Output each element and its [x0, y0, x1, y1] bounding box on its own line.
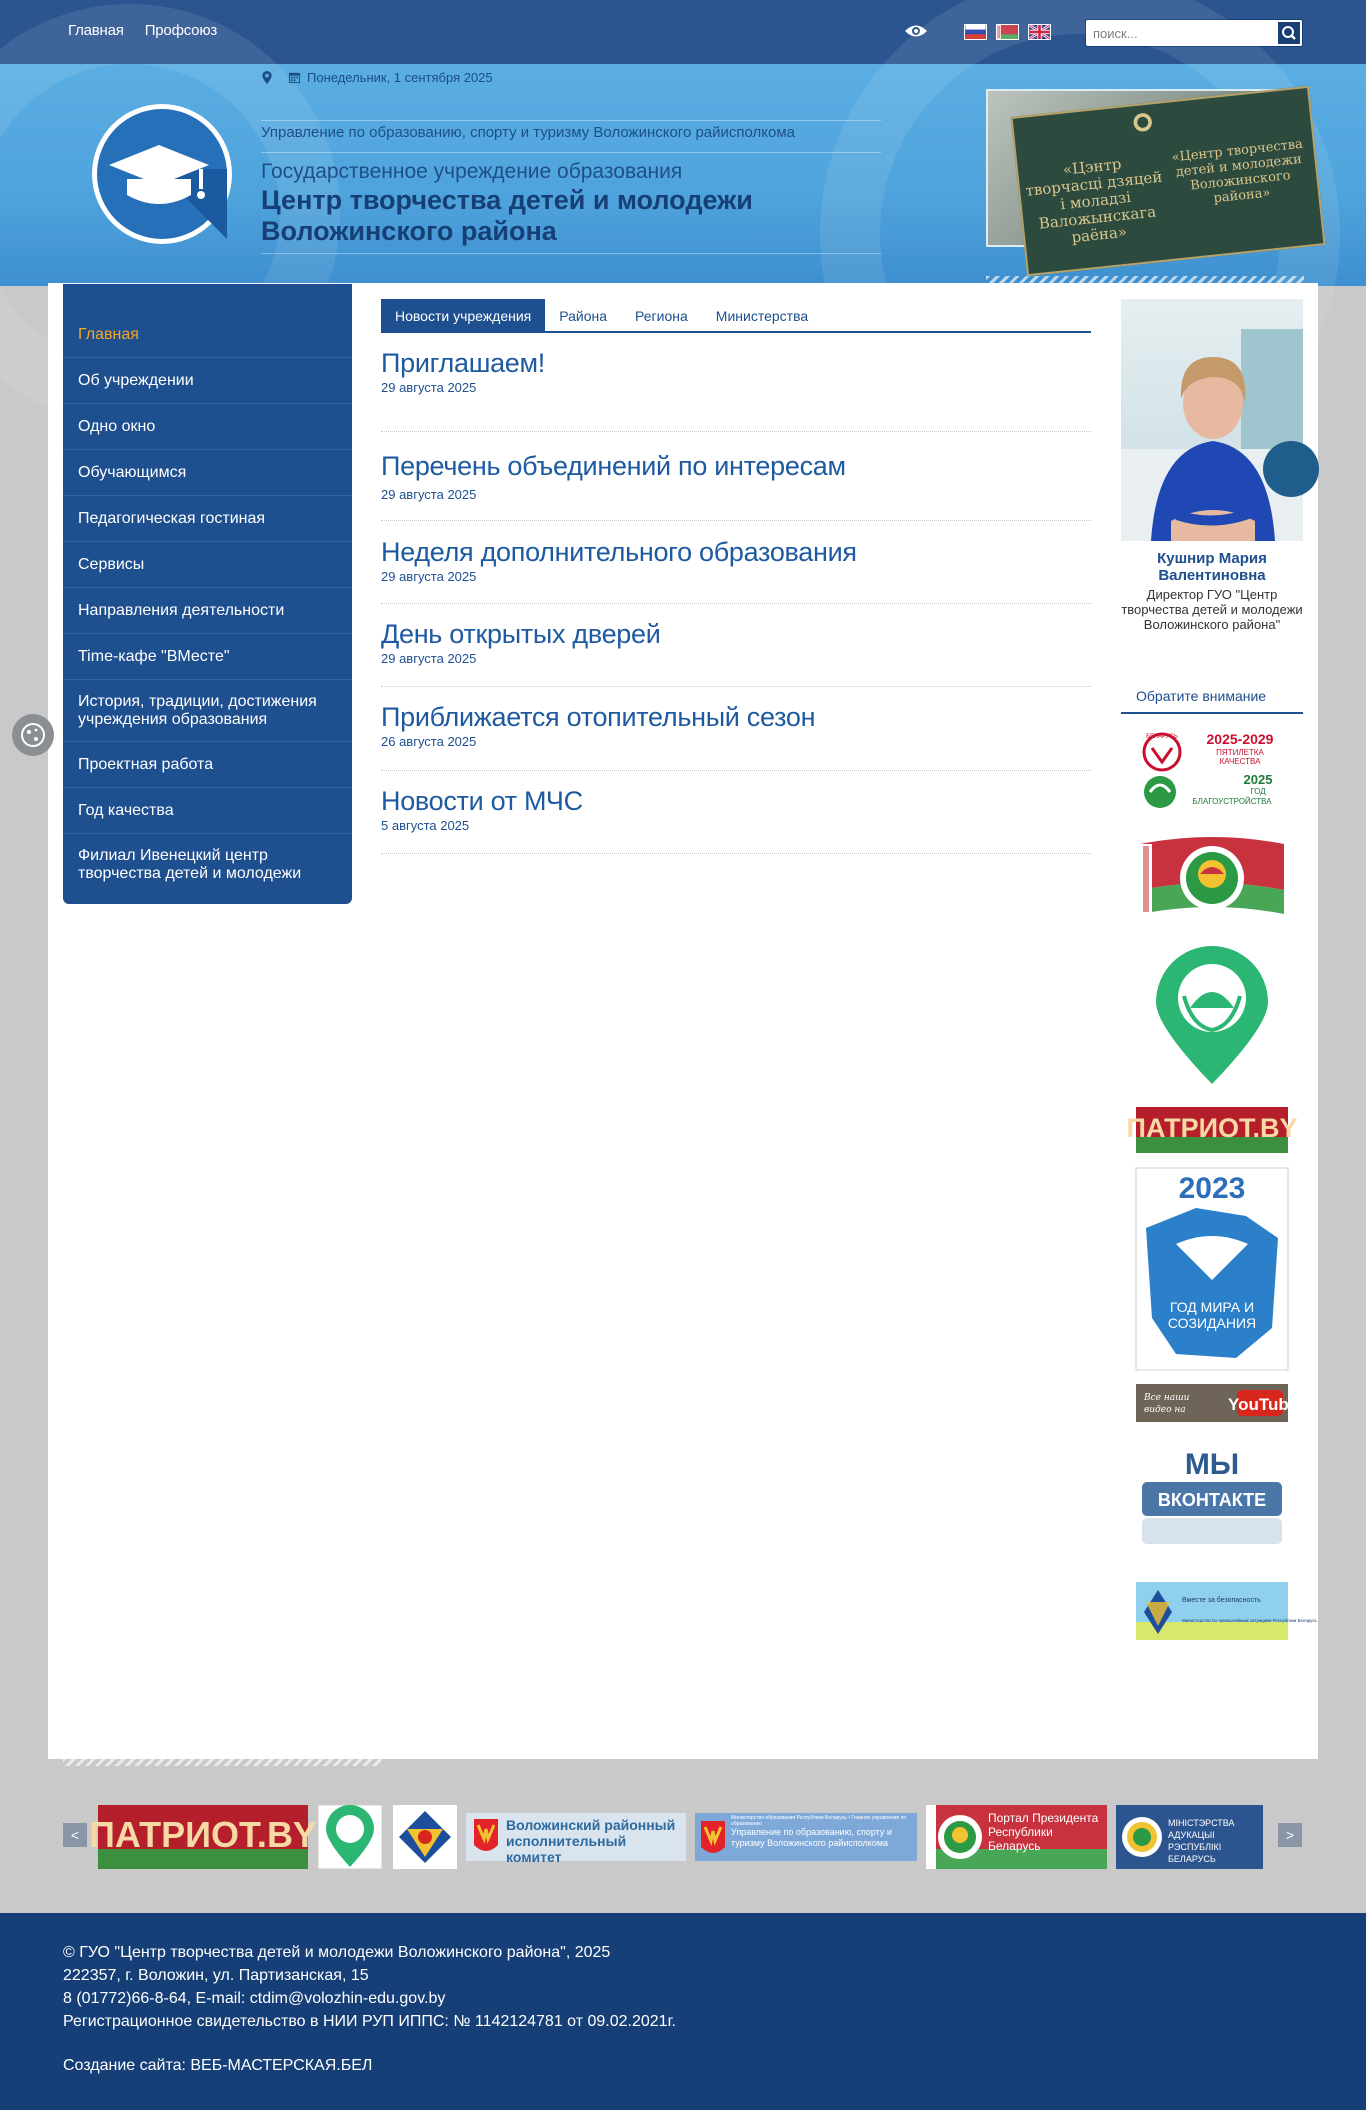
news-date: 29 августа 2025 — [381, 487, 477, 502]
header-divider — [261, 120, 881, 121]
news-title[interactable]: Приглашаем! — [381, 348, 545, 378]
banner-belarus-symbols[interactable] — [1136, 830, 1288, 926]
youtube-brand: YouTube — [1228, 1395, 1299, 1414]
sidebar-item-history[interactable]: История, традиции, достижения учреждения образования — [63, 680, 352, 742]
search-icon — [1278, 22, 1300, 44]
news-date: 29 августа 2025 — [381, 380, 477, 395]
news-item — [381, 432, 1091, 521]
green-pin-image — [1136, 946, 1288, 1086]
patriot-text: ПАТРИОТ.BY — [1126, 1113, 1298, 1143]
header-plaque-photo — [986, 89, 1304, 247]
news-title[interactable]: Неделя дополнительного образования — [381, 537, 857, 567]
carousel-president-text: Портал Президента Республики Беларусь — [988, 1811, 1099, 1853]
top-nav-home[interactable]: Главная — [68, 22, 124, 39]
news-item — [381, 771, 1091, 854]
banner-mchs[interactable] — [1136, 1582, 1317, 1640]
news-title[interactable]: День открытых дверей — [381, 619, 661, 649]
youtube-banner-image — [1136, 1384, 1299, 1422]
footer-contacts: 8 (01772)66-8-64, E-mail: ctdim@volozhin-edu.gov.by — [63, 1990, 446, 2007]
quality-badge-text: БЕЛАРУСЬ — [1146, 734, 1178, 740]
footer-registration: Регистрационное свидетельство в НИИ РУП ИППС: № 1142124781 от 09.02.2021г. — [63, 2013, 676, 2030]
news-item — [381, 521, 1091, 604]
carousel-upr-small: Министерство образования Республики Беларусь • Главное управление по образованию — [731, 1815, 907, 1827]
attention-heading: Обратите внимание — [1121, 686, 1303, 714]
carousel-slide-upr[interactable] — [695, 1805, 917, 1869]
news-tabs — [381, 299, 1091, 333]
sidebar-item-home[interactable]: Главная — [63, 312, 352, 358]
banner-quality[interactable] — [1136, 726, 1288, 814]
plaque-text-ru: «Центр творчества детей и молодежи Воложинского района» — [1170, 136, 1304, 207]
carousel-ispolkom-text: Воложинский районный исполнительный комитет — [506, 1817, 676, 1865]
news-list — [381, 346, 1091, 854]
vk-text1: МЫ — [1184, 1448, 1240, 1481]
footer-copyright: © ГУО "Центр творчества детей и молодежи Воложинского района", 2025 — [63, 1944, 611, 1961]
banner-patriot[interactable] — [1126, 1107, 1298, 1153]
sidebar-item-projects[interactable]: Проектная работа — [63, 742, 352, 788]
location-pin-icon — [262, 71, 272, 84]
banner-youtube[interactable] — [1136, 1384, 1299, 1422]
mchs-line2: Министерство по чрезвычайным ситуациям Республики Беларусь — [1182, 1618, 1317, 1623]
banner-green-pin[interactable] — [1136, 946, 1288, 1086]
quality-line1: ПЯТИЛЕТКА — [1216, 748, 1264, 757]
director-position: Директор ГУО "Центр творчества детей и молодежи Воложинского района" — [1121, 587, 1303, 632]
tab-region[interactable]: Региона — [635, 308, 688, 324]
mchs-logo — [393, 1805, 457, 1869]
news-item — [381, 604, 1091, 687]
ministry-logo — [1116, 1805, 1263, 1869]
green-pin-logo — [318, 1805, 382, 1869]
carousel-slide-patriot[interactable] — [89, 1805, 317, 1869]
carousel-slide-ministry[interactable] — [1116, 1805, 1263, 1869]
news-title[interactable]: Перечень объединений по интересам — [381, 451, 846, 481]
calendar-icon — [288, 71, 301, 84]
sidebar-menu — [63, 284, 352, 904]
carousel-upr-text: Управление по образованию, спорту и туризму Воложинского райисполкома — [731, 1827, 892, 1848]
top-nav-union[interactable]: Профсоюз — [144, 22, 218, 39]
news-date: 26 августа 2025 — [381, 734, 477, 749]
director-card — [1121, 299, 1303, 632]
news-item — [381, 687, 1091, 771]
header-institution-name: Центр творчества детей и молодежи Воложинского района — [261, 185, 753, 246]
site-footer — [0, 1913, 1366, 2110]
patriot-logo — [89, 1805, 317, 1869]
carousel-slide-green-pin[interactable] — [318, 1805, 382, 1869]
plaque-board — [1010, 86, 1325, 276]
director-photo — [1121, 299, 1303, 541]
president-portal-logo — [926, 1805, 1107, 1869]
belarus-flag-emblem-image — [1136, 830, 1288, 926]
carousel-slide-mchs[interactable] — [393, 1805, 457, 1869]
sidebar-item-activities[interactable]: Направления деятельности — [63, 588, 352, 634]
banner-vk[interactable] — [1136, 1444, 1288, 1560]
news-title[interactable]: Приближается отопительный сезон — [381, 702, 816, 732]
peace-year: 2023 — [1178, 1172, 1246, 1205]
mchs-line1: Вместе за безопасность — [1182, 1597, 1261, 1604]
carousel-ministry-text: МІНІСТЭРСТВА АДУКАЦЫІ РЭСПУБЛІКІ БЕЛАРУСЬ — [1168, 1818, 1235, 1864]
site-logo[interactable] — [92, 104, 232, 244]
patriot-banner-image — [1126, 1107, 1298, 1153]
current-date — [262, 70, 493, 85]
news-item — [381, 346, 1091, 432]
header-institution-type: Государственное учреждение образования — [261, 160, 683, 183]
upr-logo — [695, 1805, 917, 1869]
sidebar-item-branch[interactable]: Филиал Ивенецкий центр творчества детей и молодежи — [78, 847, 302, 882]
vk-text2: ВКОНТАКТЕ — [1157, 1490, 1267, 1510]
quality-line2: КАЧЕСТВА — [1219, 757, 1261, 766]
news-date: 29 августа 2025 — [381, 651, 477, 666]
sidebar-item-services[interactable]: Сервисы — [63, 542, 352, 588]
carousel-patriot-text: ПАТРИОТ.BY — [89, 1814, 317, 1855]
ispolkom-logo — [466, 1805, 686, 1869]
peace-year-image — [1136, 1168, 1288, 1370]
youtube-text1: Все наши — [1144, 1393, 1190, 1403]
date-text: Понедельник, 1 сентября 2025 — [307, 70, 493, 85]
decor-stripes — [63, 1758, 381, 1766]
director-name: Кушнир Мария Валентиновна — [1157, 550, 1267, 584]
header-divider — [261, 152, 881, 153]
partners-carousel — [63, 1805, 1303, 1869]
carousel-slide-president[interactable] — [926, 1805, 1107, 1869]
cookie-settings-button[interactable] — [12, 714, 54, 756]
sidebar-item-teachers-lounge[interactable]: Педагогическая гостиная — [63, 496, 352, 542]
footer-credit-link[interactable]: Создание сайта: ВЕБ-МАСТЕРСКАЯ.БЕЛ — [63, 2057, 373, 2074]
sidebar-item-students[interactable]: Обучающимся — [63, 450, 352, 496]
plaque-text-by: «Цэнтр творчасці дзяцей і моладзі Валожынскага раёна» — [1024, 154, 1164, 247]
banner-peace-year[interactable] — [1136, 1168, 1288, 1370]
cookie-icon — [12, 714, 54, 756]
header-department: Управление по образованию, спорту и туризму Воложинского райисполкома — [261, 124, 796, 141]
peace-line1: ГОД МИРА И — [1169, 1299, 1255, 1315]
news-title[interactable]: Новости от МЧС — [381, 786, 583, 816]
carousel-slide-ispolkom[interactable] — [466, 1805, 686, 1869]
tab-institution-news[interactable]: Новости учреждения — [381, 299, 545, 331]
emblem-icon — [1131, 110, 1155, 134]
tab-district[interactable]: Района — [559, 308, 608, 324]
peace-line2: СОЗИДАНИЯ — [1167, 1315, 1257, 1331]
sidebar-item-time-cafe[interactable]: Time-кафе "ВМесте" — [63, 634, 352, 680]
carousel-prev-button[interactable]: < — [63, 1823, 87, 1847]
quality-line3: ГОД — [1250, 787, 1266, 796]
search-button[interactable] — [1276, 20, 1302, 46]
footer-address: 222357, г. Воложин, ул. Партизанская, 15 — [63, 1967, 369, 1984]
vk-banner-image — [1136, 1444, 1288, 1560]
quality-year2: 2025 — [1243, 772, 1273, 787]
sidebar-item-one-window[interactable]: Одно окно — [63, 404, 352, 450]
news-date: 29 августа 2025 — [381, 569, 477, 584]
news-date: 5 августа 2025 — [381, 818, 470, 833]
sidebar-item-about[interactable]: Об учреждении — [63, 358, 352, 404]
mchs-banner-image — [1136, 1582, 1317, 1640]
header-divider — [261, 253, 881, 254]
carousel-next-button[interactable]: > — [1278, 1823, 1302, 1847]
quality-banner-image — [1136, 726, 1288, 814]
quality-line4: БЛАГОУСТРОЙСТВА — [1192, 797, 1272, 806]
quality-years: 2025-2029 — [1206, 731, 1274, 747]
director-portrait — [1121, 299, 1303, 541]
sidebar-item-quality-year[interactable]: Год качества — [63, 788, 352, 834]
graduation-cap-icon — [97, 109, 227, 239]
youtube-text2: видео на — [1144, 1405, 1186, 1415]
tab-ministry[interactable]: Министерства — [715, 308, 809, 324]
